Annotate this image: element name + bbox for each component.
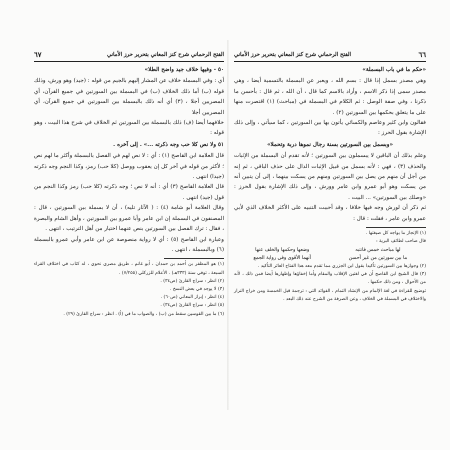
footnote: (١) الإنجاز ما يواجه كل صيغتها . (365, 231, 426, 237)
footnote: (٤) انظر : إبراز المعاني (ص٦٠) . (160, 295, 224, 301)
poem-hemistich: لها مباحث خمس فانتبه (355, 247, 401, 253)
paragraph: وهي مصدر بسمل إذا قال : بسم الله ، ويعبر عن البسملة بالتسمية أيضا ، وهي مصدر سمى إذا ذكر الاسم ، وأراد بالاسم كما قال ، أن الله ، ثم قال : بأحسن ما ذكرنا ، وفي صفة الوصل : ثم الكلام في البسملة في (مباحث) (١) اقتصرت منها على ما يتعلق بحكمها بين السورتين (٢) . (234, 78, 426, 116)
page-gutter (227, 40, 229, 410)
footnote: توضيح للقراءة في لغة الإلمام من الإنشاد التمام ، الفوائد التي : ترجمة قبل الخمسة ومن خراج النرار والاختلاف في البسملة في الخلاف ، وعن الصرفة من الشرح عنه ذلك البعد . (234, 288, 426, 302)
footnote: (٥) انظر : سراج القارئ (ص٣٤) . (160, 303, 224, 309)
footnote: (١) هو المظفر بن أحمد بن حمدان ، أبو غانم ، طريق مصري نحوي ، له كتاب في اختلاف القراء السبعة ، توفي سنة (٣٣٣هـ) . الأعلام للزركلي (٧/٢٥٥) . (34, 262, 224, 276)
right-page (234, 48, 426, 408)
footnote: (٣) قال الشيخ ابن القاصح أن في لغتين الإقلاب والمقام وأما إخفاؤها وإظهارها أيضا فمن ذلك ، لأنه من الأحوال ، ومن ذلك حكمها . (234, 272, 426, 286)
left-body (34, 65, 224, 255)
verse-line: «وبسمل بين السورتين بسنة رجال نموها دربة وتحملا» (267, 141, 393, 148)
left-page-number: ٦٧ (34, 49, 42, 59)
left-footnotes (34, 261, 224, 318)
left-page (34, 48, 224, 408)
right-footnotes (234, 230, 426, 304)
footnote: (٢) انظر : سراج القارئ (ص٣٤) . (160, 278, 224, 284)
paragraph: فقالون وابن كثير وعاصم والكسائي يأتون بها بين السورتين ، كما سيأتي ، وإلى ذلك الإشارة بقول الحرز : (234, 120, 426, 137)
poem-hemistich: أنهما الأقوى وفي رواية الجمع (253, 255, 311, 261)
right-page-number: ٦٦ (418, 49, 426, 59)
paragraph: خلافهما أيضا (ف) ذلك بالبسملة بين السورتين ثم الخلاف في شرح هذا البيت ، وهو قوله : (34, 120, 224, 137)
paragraph: وعلم بذلك أن الباقين لا يبسملون بين السورتين ؛ لأنه تقدم أن البسملة من الإثبات والحذف (٣) ، فهي : لأنه بسمل من قبيل الإثبات الدال على حذف الباقي ، ثم إنه من أجل أن منهم من يصل بين السورتين ومنهم من يسكت بينهما ، إلى أن يتبين أنه من يسكت وهو أبو عمرو وابن عامر وورش ، وإلى ذلك الإشارة بقول الحرز : «وصلك بين السورتين» ... البيت . (234, 153, 426, 201)
poem-hemistich: ما بين سورتين من غير أحسن (348, 255, 408, 261)
footnote-divider (366, 227, 426, 228)
left-running-title: الفتح الرحماني شرح كنز المعاني بتحرير حرز الأماني (106, 51, 224, 58)
left-page-header (34, 48, 224, 62)
footnote: (٢) وجوازها بين السورتين تأكيدا بقول ابن الجزري مما تقدم معه هذا الفتاح العاثر التأكيد . (257, 263, 426, 269)
chapter-heading: «حكم ما في باب البسملة» (362, 67, 426, 73)
poem-line (234, 255, 426, 263)
footnote: (٣) لا يوجد في بعض النسخ . (169, 286, 224, 292)
paragraph: وعبارة ابن القاصح (٥) : أي لا رواية منصوصة عن ابن عامر وأبي عمرو بالبسملة (٦) وبالبسملة ، انتهى . (34, 236, 224, 253)
poem-hemistich: وضعها وحكمها والخلف عنها (255, 247, 310, 253)
footnote: قال صاحب لطائف البرية : (376, 239, 426, 245)
right-running-title: الفتح الرحماني شرح كنز المعاني بتحرير حرز الأماني (234, 51, 352, 58)
right-body (234, 65, 426, 224)
paragraph: أي : وفي البسملة خلاف عن المشار إليهم بالجيم من قوله : (جيد) وهو ورش، وذلك قوله (ب) أما ذلك الخلاف (ب) في البسملة بين السورتين في جميع القرآن، أي المصريين أجلا ، (٣) أي أنه ذلك بالبسملة بين السورتين في جميع القرآن، أي المصريين أجلا (34, 78, 224, 116)
paragraph: وقال العلامة أبو شامة (٤) : ( الآثار تليه) ، أن لا بسملة بين السورتين ، قال : المصنفون في البسملة إن ابن عامر وأبا عمرو بين السورتين ، وأهل الشام والبصرة ، فقال : ترك الفصل بين السورتين بنص عنهما اختيار من أهل الترتيب ، انتهى . (34, 205, 224, 233)
poem-line (234, 247, 426, 255)
paragraph: ثم ذكر أن لورش وجه فيها خلافا ، وقد أحببت التنبيه على الأكثر الخلاف الذي لأبي عمرو وابن عامر ، فقلت : قال : (234, 205, 426, 222)
paragraph: قال العلامة القاصح (٣) أي : أنه لا نص ؛ وجه ذكرته (كلا حب) رمز وكذا النجم من قول (جيد) انتهى . (34, 184, 224, 201)
section-heading: ٥١ ولا نص كلا حب وجه ذكرته ...» . إلى آخره . (113, 141, 224, 148)
footnote: (٦) ما بين القوسين سقط من (ب) ، والصواب ما في (أ) . انظر : سراج القارئ (٢٩) . (63, 311, 224, 317)
right-page-header (234, 48, 426, 62)
footnote-divider (164, 258, 224, 259)
section-heading: ٥٠ - وفيها خلاف جيد واضح الطلا» (144, 67, 224, 73)
paragraph: قال العلامة ابن القاصح (١) : أي : لا نص لهم في الفصل بالبسملة وأكثر ما لهم نص ؛ لأكثر من قوله في آخر كل إن يعقوب ووصل (كلا حب) رمز، وكذا النجم وجه ذكرته (جيدا) انتهى . (34, 153, 224, 181)
